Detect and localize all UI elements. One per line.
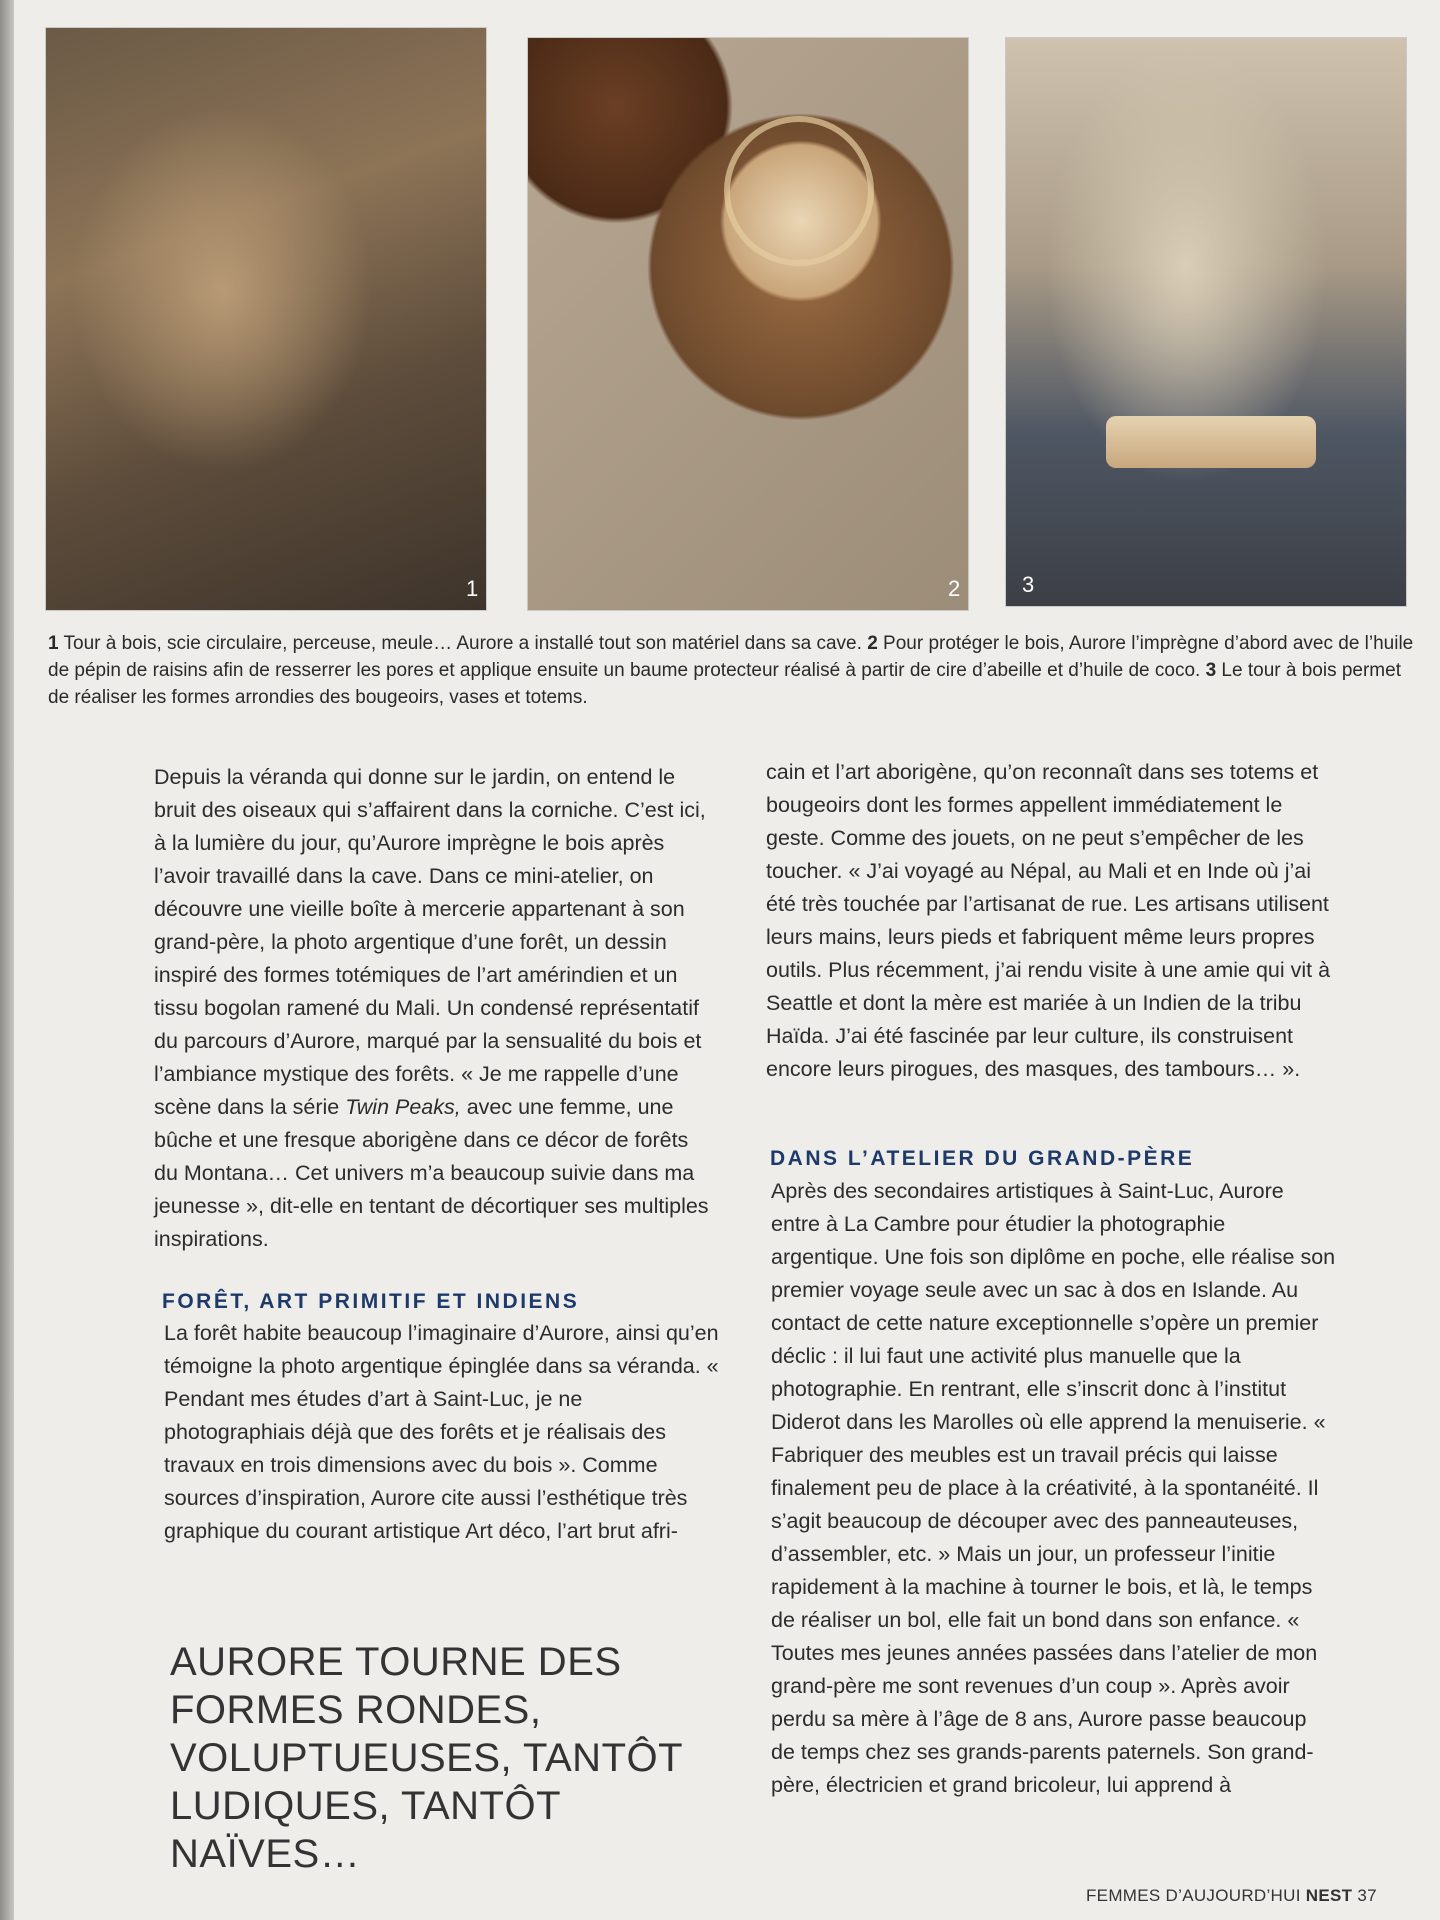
body-column-left <box>154 761 714 1256</box>
paragraph-text: Depuis la véranda qui donne sur le jardin, on entend le bruit des oiseaux qui s’affairent dans la corniche. C’est ici, à la lumière du jour, qu’Aurore imprègne le bois après l’avoir travaillé dans la cave. Dans ce mini-atelier, on découvre une vieille boîte à mercerie appartenant à son grand-père, la photo argentique d’une forêt, un dessin inspiré des formes totémiques de l’art amérindien et un tissu bogolan ramené du Mali. Un condensé représentatif du parcours d’Aurore, marqué par la sensualité du bois et l’ambiance mystique des forêts. « Je me rappelle d’une scène dans la série <box>154 765 706 1119</box>
body-column-left-continued <box>164 1317 724 1548</box>
body-column-right-continued <box>771 1175 1336 1802</box>
paragraph: Après des secondaires artistiques à Saint-Luc, Aurore entre à La Cambre pour étudier la photographie argentique. Une fois son diplôme en poche, elle réalise son premier voyage seule avec un sac à dos en Islande. Au contact de cette nature exceptionnelle s’opère un premier déclic : il lui faut une activité plus manuelle que la photographie. En rentrant, elle s’inscrit donc à l’institut Diderot dans les Marolles où elle apprend la menuiserie. « Fabriquer des meubles est un travail précis qui laisse finalement peu de place à la créativité, à la spontanéité. Il s’agit beaucoup de découper avec des panneauteuses, d’assembler, etc. » Mais un jour, un professeur l’initie rapidement à la machine à tourner le bois, et là, le temps de réaliser un bol, elle fait un bond dans son enfance. « Toutes mes jeunes années passées dans l’atelier de mon grand-père me sont revenues d’un coup ». Après avoir perdu sa mère à l’âge de 8 ans, Aurore passe beaucoup de temps chez ses grands-parents paternels. Son grand-père, électricien et grand bricoleur, lui apprend à <box>771 1179 1336 1797</box>
series-title: Twin Peaks, <box>345 1095 461 1119</box>
photo-lathe <box>1006 38 1406 606</box>
body-column-right <box>766 756 1331 1086</box>
lathe-workpiece <box>1106 416 1316 468</box>
page-edge <box>0 0 14 1920</box>
caption-text: Tour à bois, scie circulaire, perceuse, meule… Aurore a installé tout son matériel dans sa cave. <box>58 633 868 654</box>
paragraph-text: avec une femme, une bûche et une fresque aborigène dans ce décor de forêts du Montana… Cet univers m’a beaucoup suivie dans ma jeunesse », dit-elle en tentant de décortiquer ses multiples inspirations. <box>154 1095 709 1251</box>
photo-number: 1 <box>466 576 479 601</box>
section-heading: DANS L’ATELIER DU GRAND-PÈRE <box>770 1147 1195 1170</box>
caption-number: 3 <box>1205 660 1217 681</box>
photo-caption <box>48 630 1418 711</box>
page-number: 37 <box>1357 1886 1377 1905</box>
caption-text: Le tour à bois permet de réaliser les formes arrondies des bougeoirs, vases et totems. <box>48 660 1401 708</box>
caption-number: 1 <box>48 633 59 654</box>
paragraph <box>154 761 714 1256</box>
magazine-name: FEMMES D’AUJOURD’HUI <box>1086 1886 1301 1905</box>
magazine-page <box>14 0 1440 1920</box>
magazine-section: NEST <box>1305 1886 1353 1905</box>
photo-wooden-bowl <box>528 38 968 610</box>
caption-text: Pour protéger le bois, Aurore l’imprègne d’abord avec de l’huile de pépin de raisins afin de resserrer les pores et applique ensuite un baume protecteur réalisé à partir de cire d’abeille et d’huile de coco. <box>48 633 1414 681</box>
photo-number: 3 <box>1022 572 1035 597</box>
page-footer <box>1086 1886 1377 1906</box>
photo-workshop <box>46 28 486 610</box>
paragraph: La forêt habite beaucoup l’imaginaire d’Aurore, ainsi qu’en témoigne la photo argentique épinglée dans sa véranda. « Pendant mes études d’art à Saint-Luc, je ne photographiais déjà que des forêts et je réalisais des travaux en trois dimensions avec du bois ». Comme sources d’inspiration, Aurore cite aussi l’esthétique très graphique du courant artistique Art déco, l’art brut afri- <box>164 1321 719 1543</box>
bowl-rim <box>724 116 874 266</box>
photo-number: 2 <box>948 576 961 601</box>
pull-quote: AURORE TOURNE DES FORMES RONDES, VOLUPTUEUSES, TANTÔT LUDIQUES, TANTÔT NAÏVES… <box>170 1640 683 1876</box>
paragraph: cain et l’art aborigène, qu’on reconnaît dans ses totems et bougeoirs dont les formes appellent immédiatement le geste. Comme des jouets, on ne peut s’empêcher de les toucher. « J’ai voyagé au Népal, au Mali et en Inde où j’ai été très touchée par l’artisanat de rue. Les artisans utilisent leurs mains, leurs pieds et fabriquent même leurs propres outils. Plus récemment, j’ai rendu visite à une amie qui vit à Seattle et dont la mère est mariée à un Indien de la tribu Haïda. J’ai été fascinée par leur culture, ils construisent encore leurs pirogues, des masques, des tambours… ». <box>766 760 1331 1081</box>
section-heading: FORÊT, ART PRIMITIF ET INDIENS <box>162 1290 580 1313</box>
caption-number: 2 <box>867 633 878 654</box>
